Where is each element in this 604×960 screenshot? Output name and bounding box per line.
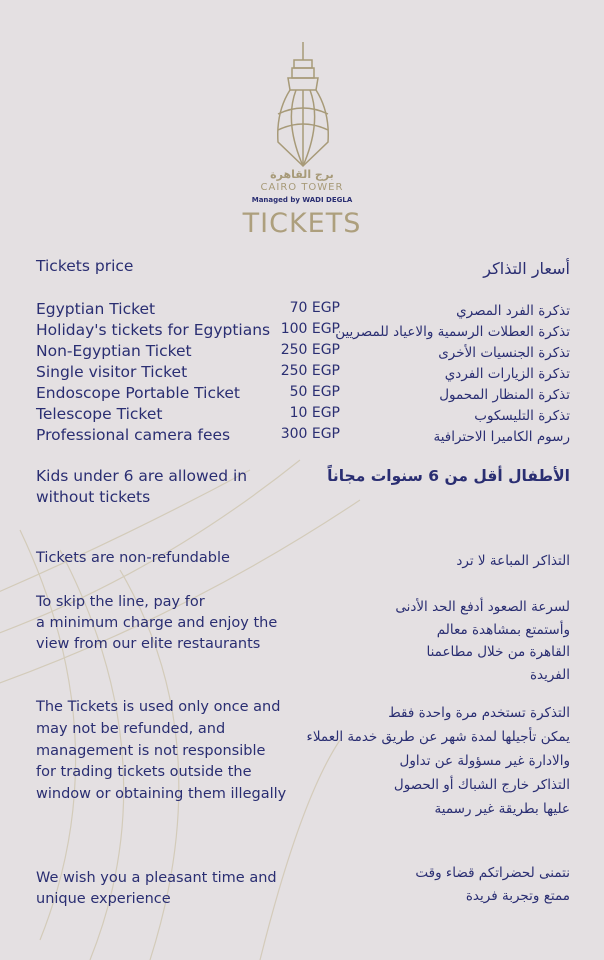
- price-item-label: Egyptian Ticket: [36, 300, 156, 318]
- closing-note-line: We wish you a pleasant time and: [36, 870, 277, 886]
- price-value: 50 EGP: [289, 384, 340, 400]
- skip-line-line: To skip the line, pay for: [36, 594, 205, 610]
- prices-title: Tickets price: [36, 257, 134, 275]
- price-item-label-arabic: رسوم الكاميرا الاحترافية: [433, 429, 570, 445]
- price-value: 250 EGP: [280, 363, 340, 379]
- price-item-label-arabic: تذكرة المنظار المحمول: [439, 387, 570, 403]
- kids-note-line: Kids under 6 are allowed in: [36, 467, 248, 485]
- price-item-label-arabic: تذكرة الزيارات الفردي: [444, 366, 570, 382]
- price-list-en: [36, 299, 270, 446]
- refund-note: Tickets are non-refundable: [36, 550, 230, 566]
- usage-note-line: for trading tickets outside the: [36, 764, 252, 781]
- price-value: 250 EGP: [280, 342, 340, 358]
- skip-line-note: [36, 592, 277, 655]
- price-value: 300 EGP: [280, 426, 340, 442]
- price-value: 100 EGP: [280, 321, 340, 337]
- usage-note-arabic: [306, 701, 570, 821]
- price-item-label: Single visitor Ticket: [36, 363, 188, 381]
- closing-note-line: unique experience: [36, 891, 171, 907]
- usage-note-line-arabic: التذاكر خارج الشباك أو الحصول: [393, 777, 570, 793]
- skip-line-line-arabic: لسرعة الصعود أدفع الحد الأدنى: [395, 599, 570, 615]
- managed-by: Managed by WADI DEGLA: [251, 196, 353, 204]
- usage-note-line: management is not responsible: [36, 742, 266, 759]
- skip-line-line-arabic: وأستمتع بمشاهدة معالم: [436, 621, 570, 638]
- usage-note-line-arabic: التذكرة تستخدم مرة واحدة فقط: [388, 705, 570, 721]
- price-item-label-arabic: تذكرة العطلات الرسمية والاعياد للمصريين: [335, 324, 570, 340]
- usage-note: [36, 697, 286, 806]
- brand-name: CAIRO TOWER: [260, 182, 344, 193]
- brand-name-arabic: برج القاهرة: [270, 168, 334, 181]
- price-item-label-arabic: تذكرة التليسكوب: [474, 408, 570, 424]
- usage-note-line: window or obtaining them illegally: [36, 786, 287, 803]
- kids-note: [36, 466, 247, 508]
- usage-note-line-arabic: عليها بطريقة غير رسمية: [434, 801, 570, 817]
- closing-note-line-arabic: نتمنى لحضراتكم قضاء وقت: [415, 865, 570, 881]
- closing-note-line-arabic: ممتع وتجربة فريدة: [465, 888, 570, 904]
- kids-note-line: without tickets: [36, 488, 151, 506]
- price-value: 10 EGP: [289, 405, 340, 421]
- price-list-values: [250, 300, 340, 447]
- closing-note: [36, 868, 277, 910]
- skip-line-line: a minimum charge and enjoy the: [36, 615, 278, 631]
- price-item-label: Telescope Ticket: [36, 405, 163, 423]
- usage-note-line: The Tickets is used only once and: [36, 699, 281, 715]
- prices-title-arabic: أسعار التذاكر: [483, 259, 570, 278]
- price-list-arabic: [335, 301, 570, 448]
- skip-line-line-arabic: الفريدة: [529, 666, 570, 683]
- price-item-label: Holiday's tickets for Egyptians: [36, 321, 271, 339]
- skip-line-note-arabic: [395, 596, 570, 686]
- price-item-label-arabic: تذكرة الفرد المصري: [456, 303, 570, 319]
- usage-note-line-arabic: والادارة غير مسؤولة عن تداول: [399, 753, 570, 769]
- price-value: 70 EGP: [289, 300, 340, 316]
- price-item-label: Non-Egyptian Ticket: [36, 342, 192, 360]
- skip-line-line: view from our elite restaurants: [36, 636, 261, 652]
- page-title: TICKETS: [242, 208, 362, 239]
- kids-note-arabic: الأطفال أقل من 6 سنوات مجاناً: [327, 467, 570, 485]
- price-item-label: Endoscope Portable Ticket: [36, 384, 241, 402]
- price-item-label-arabic: تذكرة الجنسيات الأخرى: [438, 345, 570, 361]
- usage-note-line: may not be refunded, and: [36, 720, 226, 737]
- closing-note-arabic: [415, 862, 570, 908]
- usage-note-line-arabic: يمكن تأجيلها لمدة شهر عن طريق خدمة العملاء: [306, 729, 570, 745]
- price-item-label: Professional camera fees: [36, 426, 231, 444]
- skip-line-line-arabic: القاهرة من خلال مطاعمنا: [426, 644, 570, 660]
- refund-note-arabic: التذاكر المباعة لا ترد: [456, 553, 570, 569]
- cairo-tower-logo: [270, 42, 336, 170]
